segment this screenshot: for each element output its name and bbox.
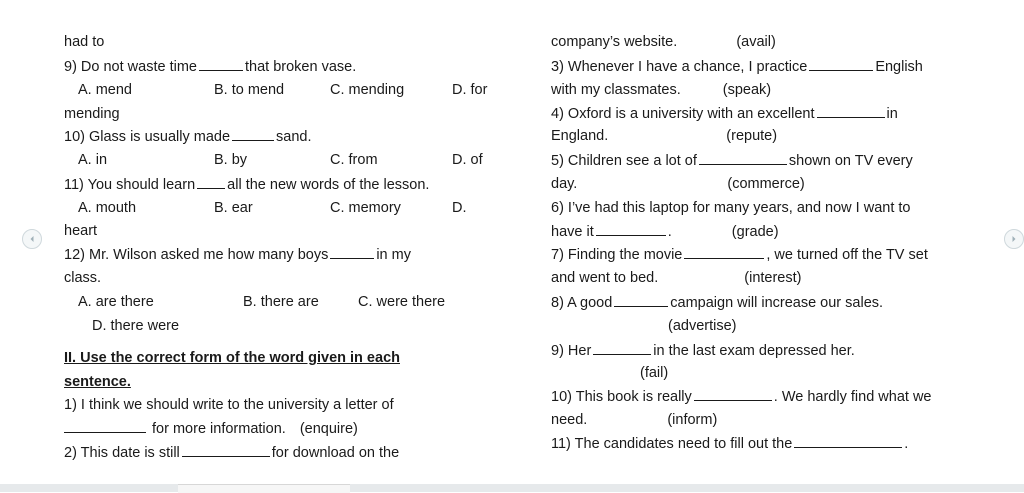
answer-blank[interactable]	[614, 292, 668, 307]
word-question-6-tail: have it	[551, 224, 594, 240]
answer-blank[interactable]	[197, 174, 225, 189]
section-heading-wrap: sentence.	[64, 374, 131, 390]
word-question-10-cont	[551, 410, 717, 430]
chevron-right-icon	[1010, 235, 1018, 243]
question-10-text: 10) Glass is usually made	[64, 129, 231, 145]
word-hint: (fail)	[640, 365, 669, 381]
word-question-5	[551, 150, 913, 171]
question-12-text: 12) Mr. Wilson asked me how many boys	[64, 247, 329, 263]
word-question-7-text: 7) Finding the movie	[551, 247, 683, 263]
word-question-7-tail: and went to bed.	[551, 270, 659, 286]
answer-blank[interactable]	[699, 150, 787, 165]
question-12-wrap: class.	[64, 270, 102, 286]
question-10-text-end: sand.	[276, 129, 312, 145]
option-a: A. in	[78, 152, 108, 168]
word-question-9-text: 9) Her	[551, 343, 592, 359]
word-question-11-period: .	[904, 436, 909, 452]
word-question-9-text-end: in the last exam depressed her.	[653, 343, 855, 359]
answer-blank[interactable]	[809, 56, 873, 71]
word-question-7	[551, 244, 928, 265]
word-question-8-text: 8) A good	[551, 295, 613, 311]
word-question-4	[551, 103, 898, 124]
option-d-wrap: heart	[64, 223, 98, 239]
word-question-3-cont	[551, 80, 771, 100]
option-d: D. for	[452, 82, 488, 98]
word-question-8	[551, 292, 883, 313]
answer-blank[interactable]	[794, 433, 902, 448]
word-hint: (speak)	[722, 82, 772, 98]
word-question-1: 1) I think we should write to the university a letter of	[64, 397, 394, 413]
word-hint: (interest)	[744, 270, 802, 286]
word-question-6-period: .	[667, 224, 672, 240]
question-10	[64, 126, 312, 147]
option-d-wrap: mending	[64, 106, 120, 122]
word-question-6: 6) I’ve had this laptop for many years, and now I want to	[551, 200, 911, 216]
word-hint: (repute)	[726, 128, 778, 144]
word-question-3-tail: with my classmates.	[551, 82, 681, 98]
word-question-3	[551, 56, 923, 77]
word-question-2-text-end: for download on the	[271, 445, 400, 461]
word-hint: (grade)	[731, 224, 779, 240]
word-question-5-text: 5) Children see a lot of	[551, 153, 697, 169]
word-question-1-text-end: for more information.	[152, 421, 286, 437]
word-question-4-text-end: in	[886, 106, 898, 122]
word-question-6-cont	[551, 221, 779, 242]
option-a: A. mouth	[78, 200, 137, 216]
question-9	[64, 56, 356, 77]
section-heading: II. Use the correct form of the word given in each	[64, 350, 400, 366]
word-question-2-text: 2) This date is still	[64, 445, 180, 461]
word-question-10-text: 10) This book is really	[551, 389, 692, 405]
word-hint: (commerce)	[727, 176, 805, 192]
option-b: B. to mend	[214, 82, 285, 98]
word-question-2-cont	[551, 32, 776, 52]
next-page-button[interactable]	[1004, 229, 1024, 249]
option-c: C. were there	[358, 294, 446, 310]
option-b: B. there are	[243, 294, 319, 310]
word-question-10	[551, 386, 931, 407]
word-hint: (enquire)	[299, 421, 358, 437]
answer-blank[interactable]	[694, 386, 772, 401]
bottom-toolbar	[0, 484, 1024, 492]
question-11-text-end: all the new words of the lesson.	[227, 177, 430, 193]
question-9-text-end: that broken vase.	[244, 59, 357, 75]
answer-blank[interactable]	[199, 56, 243, 71]
answer-blank[interactable]	[817, 103, 885, 118]
option-a: A. are there	[78, 294, 154, 310]
question-11-text: 11) You should learn	[64, 177, 196, 193]
question-11	[64, 174, 429, 195]
answer-blank[interactable]	[182, 442, 270, 457]
option-d: D. of	[452, 152, 483, 168]
word-hint: (avail)	[736, 34, 776, 50]
word-question-4-tail: England.	[551, 128, 609, 144]
word-question-4-cont	[551, 126, 777, 146]
word-question-1-cont	[64, 418, 358, 439]
option-d: D. there were	[92, 318, 180, 334]
prev-page-button[interactable]	[22, 229, 42, 249]
answer-blank[interactable]	[593, 340, 651, 355]
word-question-5-cont	[551, 174, 805, 194]
answer-blank[interactable]	[330, 244, 374, 259]
word-question-7-cont	[551, 268, 801, 288]
word-question-9	[551, 340, 855, 361]
answer-blank[interactable]	[684, 244, 764, 259]
option-c: C. mending	[330, 82, 405, 98]
option-c: C. memory	[330, 200, 401, 216]
answer-blank[interactable]	[64, 418, 146, 433]
left-line-continuation: had to	[64, 34, 105, 50]
option-c: C. from	[330, 152, 378, 168]
option-d: D.	[452, 200, 467, 216]
answer-blank[interactable]	[232, 126, 274, 141]
word-question-11-text: 11) The candidates need to fill out the	[551, 436, 793, 452]
word-hint: (inform)	[667, 412, 718, 428]
answer-blank[interactable]	[596, 221, 666, 236]
word-hint: (advertise)	[668, 318, 737, 334]
word-question-2-tail: company’s website.	[551, 34, 678, 50]
word-question-10-tail: need.	[551, 412, 588, 428]
word-question-3-text-end: English	[875, 59, 923, 75]
word-question-5-tail: day.	[551, 176, 578, 192]
question-12	[64, 244, 411, 265]
word-question-5-text-end: shown on TV every	[788, 153, 913, 169]
word-question-10-text-end: . We hardly find what we	[773, 389, 932, 405]
option-b: B. ear	[214, 200, 253, 216]
word-question-11	[551, 433, 908, 454]
word-question-7-text-end: , we turned off the TV set	[766, 247, 928, 263]
question-12-text-end: in my	[376, 247, 411, 263]
word-question-4-text: 4) Oxford is a university with an excellent	[551, 106, 815, 122]
word-question-2	[64, 442, 399, 463]
word-question-8-text-end: campaign will increase our sales.	[670, 295, 884, 311]
option-b: B. by	[214, 152, 248, 168]
question-9-text: 9) Do not waste time	[64, 59, 197, 75]
option-a: A. mend	[78, 82, 132, 98]
chevron-left-icon	[28, 235, 36, 243]
word-question-3-text: 3) Whenever I have a chance, I practice	[551, 59, 808, 75]
